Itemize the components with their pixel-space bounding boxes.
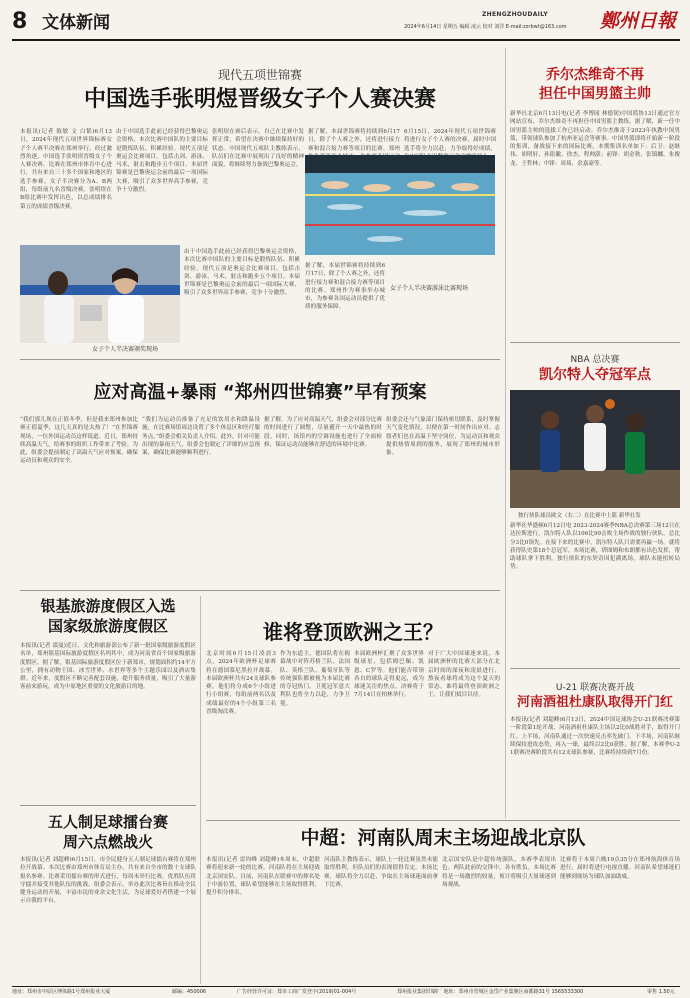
rule-3: [20, 805, 196, 806]
rule-r2: [510, 668, 680, 669]
footer-address: 地址：郑州市中原区博体路1号郑州报业大厦: [12, 989, 111, 995]
main-col-cont-1: 由于中国选手此前已经获得巴黎奥运会资格，本次比赛中国队的主要目标是锻炼队伍、积累经验。现代五项是奥运会比赛项目，包括击剑、游泳、马术、射击和跑步五个项目。本届世锦赛是巴黎奥运会前的最后一项国际大赛，吸引了众多世界高手参赛，竞争十分激烈。: [184, 249, 300, 297]
nba-body: 新华社华盛顿6月12日电 2023-2024赛季NBA总决赛第三场12日在达拉斯进行，凯尔特人队以106比99击败主场作战的独行侠队，总比分3比0领先。在接下来的比赛中，凯尔特人队只需要再赢一场，就将获得队史第18个总冠军。本场比赛，塔图姆和布朗都有出色发挥，帮助球队拿下胜利。独行侠队的东契奇因犯满离场，球队未能扭转局势。: [510, 523, 680, 571]
u21-headline: 河南酒祖杜康队取得开门红: [516, 695, 673, 710]
travel-headline-1: 银基旅游度假区入选: [40, 597, 176, 615]
weather-col-3: 据了解，为了应对高温天气，组委会对部分比赛的时间进行了调整，尽量避开一天中最热的时段。同时，场馆内的空调设施也进行了全面检修，保证运动员能够在舒适的环境中比赛。: [264, 417, 382, 448]
henan-col-3: 北京国安队是中超传统强队，本赛季表现出色。两队此前的交锋中，各有胜负。本场比赛将是一场激烈的较量，预计将吸引大量球迷到场观战。: [442, 857, 556, 888]
footer-printer: 郑州报业集团印刷厂 地址：郑州市管城区金岱产业集聚区商都路31号 1565533300: [397, 989, 584, 995]
nba-headline: 凯尔特人夺冠军点: [539, 367, 651, 383]
euro-col-3: 本届欧洲杯汇聚了众多世界级球星，包括姆巴佩、凯恩、C罗等。他们能否带领各自的球队走得更远，成为球迷关注的焦点。决赛将于7月14日在柏林举行。: [354, 651, 424, 699]
euro-col-2: 作为东道主，德国队将在揭幕战中对阵苏格兰队。法国队、英格兰队、葡萄牙队等传统强队都被视为本届比赛的夺冠热门。卫冕冠军意大利队也将全力以赴，力争卫冕。: [280, 651, 350, 707]
rule-2: [20, 590, 500, 591]
issue-info: 2024年6月14日 星期五 编辑 凌云 校对 刘洋 E-mail:zzrbwt@163.com: [404, 24, 567, 30]
fencers-photo: [20, 245, 180, 343]
coach-headline-2: 担任中国男篮主帅: [539, 86, 651, 102]
main-col-5: 6月15日，2024年现代五项世锦赛将进行女子个人赛的决赛，届时中国选手将全力以赴，力争取得好成绩，: [404, 129, 496, 152]
section-title: 文体新闻: [42, 13, 110, 33]
nba-caption: 独行侠队球员欧文（右二）在比赛中上篮 新华社发: [518, 513, 641, 519]
weather-col-2: “我们为运动员准备了充足的饮用水和降温设施，在比赛场馆周边设置了多个休息区和医疗服务点。”组委会相关负责人介绍。此外，针对可能出现的暴雨天气，组委会也制定了详细的应急预案，确保比赛能够顺利进行。: [142, 417, 260, 457]
footer-ad-license: 广告经营许可证：郑市工商广发登字(2019)01-004号: [237, 989, 357, 995]
henan-col-2: 河南队主教练表示，球队上一轮比赛虽然未能取得胜利，但队员们的表现值得肯定。本场比赛，球队将全力以赴，争取在主场球迷面前拿下比赛。: [324, 857, 438, 888]
weather-col-4: 组委会还与气象部门保持密切联系，及时掌握天气变化情况，以便在第一时间作出应对。志愿者们也在高温下坚守岗位，为运动员和观众提供热情周到的服务，展现了郑州的城市形象。: [386, 417, 500, 457]
footer-postcode: 邮编：450006: [172, 989, 207, 995]
football-body: 本报讯(记者 刘超峰)6月15日，市全民健身五人制足球擂台赛将在郑州拉开战幕。本次比赛由郑州市体育局主办，共有来自全市的数十支球队报名参赛。比赛采用擂台赛的形式进行，每周末举行比赛，优胜队伍将守擂并接受其他队伍的挑战。组委会表示，举办此次比赛旨在推动全民健身运动的开展，丰富市民的业余文化生活，为足球爱好者搭建一个展示自我的平台。: [20, 857, 196, 905]
travel-headline-2: 国家级旅游度假区: [47, 617, 168, 635]
nba-photo: [510, 390, 680, 508]
euro-col-4: 对于广大中国球迷来说，本届欧洲杯的比赛大部分在北京时间的深夜和凌晨进行，熬夜看球将成为这个夏天的常态。谁将最终登顶欧洲之王，让我们拭目以待。: [428, 651, 500, 699]
paper-logo: 鄭州日報: [600, 10, 677, 32]
footer-rule: [12, 986, 680, 987]
nba-label: NBA 总决赛: [570, 355, 620, 365]
coach-body: 新华社北京6月13日电(记者 李博闻 林德韧)中国篮协13日通过官方网站宣布，乔尔杰维奇不再担任中国男篮主教练。据了解，新一任中国男篮主帅的选拔工作已经启动。乔尔杰维奇于2023年执教中国男篮，带领球队参加了杭州亚运会等赛事。中国男篮即将开始新一阶段的集训，备战接下来的国际比赛。本期集训名单如下：后卫：赵继伟、胡明轩、孙铭徽、徐杰、程帅澎；前锋：胡金秋、张镇麟、朱俊龙、王哲林；中锋：周琦、余嘉豪等。: [510, 111, 680, 167]
swimming-caption: 女子个人半决赛游泳比赛现场: [390, 285, 469, 292]
henan-col-4: 比赛将于本周六晚19点35分在郑州航海体育场进行，届时将进行电视直播。河南队希望球迷们能够到现场为球队加油助威。: [560, 857, 680, 880]
travel-body: 本报讯(记者 邵曼)近日，文化和旅游部公布了新一批国家级旅游度假区名单，郑州银基国际旅游度假区名列其中，成为河南省首个国家级旅游度假区。据了解，银基国际旅游度假区位于新郑市，规划面积约14平方公里，拥有动物王国、冰雪世界、水世界等多个主题乐园以及酒店集群。近年来，度假区不断完善配套设施，提升服务质量，吸引了大量游客前来游玩，成为中原地区重要的文化旅游目的地。: [20, 643, 196, 691]
weather-headline: 应对高温+暴雨 “郑州四世锦赛”早有预案: [93, 382, 427, 403]
masthead: [12, 8, 680, 38]
fencers-caption: 女子个人半决赛颁奖现场: [92, 346, 159, 353]
main-col-2: 由于中国选手此前已经获得巴黎奥运会资格，本次比赛中国队的主要目标是锻炼队伍、积累经验。现代五项是奥运会比赛项目，包括击剑、游泳、马术、射击和跑步五个项目。本届世锦赛是巴黎奥运会前的最后一项国际大赛，吸引了众多世界高手参赛，竞争十分激烈。: [116, 129, 208, 194]
football-headline-2: 周六点燃战火: [62, 833, 153, 851]
main-kicker: 现代五项世锦赛: [217, 68, 302, 82]
coach-headline-1: 乔尔杰维奇不再: [546, 67, 644, 83]
weather-col-1: “我们那儿现在正值冬季，但是我来郑州参加比赛正值夏季，这几天真的是太热了！”在世锦赛现场，一位外国运动员这样说道。近日，郑州持续高温天气，给赛事的组织工作带来了考验。为此，组委会提前制定了高温天气应对预案，确保运动员和观众的安全。: [20, 417, 138, 465]
rule-1: [20, 359, 500, 360]
main-col-cont-2: 据了解，本届世锦赛将持续到6月17日，除了个人赛之外，还将进行接力赛和混合接力赛等项目的比赛。郑州作为赛事举办城市，为参赛各国运动员提供了优质的服务保障。: [305, 263, 385, 311]
paper-name-en: ZHENGZHOUDAILY: [482, 11, 549, 18]
page-number: 8: [12, 9, 28, 34]
euro-headline: 谁将登顶欧洲之王？: [263, 620, 443, 644]
divider-travel: [200, 596, 201, 984]
henan-headline: 中超：河南队周末主场迎战北京队: [300, 827, 586, 849]
u21-label: U-21 联赛决赛开战: [555, 683, 635, 693]
main-headline: 中国选手张明煜晋级女子个人赛决赛: [83, 87, 436, 112]
footer: [12, 988, 680, 997]
euro-col-1: 北京时间6月15日凌晨3点，2024年欧洲杯足球赛将在德国慕尼黑拉开战幕。本届欧洲杯共有24支球队参赛，他们将分成6个小组进行小组赛，每组前两名以及成绩最好的4个小组第三名晋级淘汰赛。: [206, 651, 276, 716]
swimming-photo: [305, 155, 495, 255]
u21-body: 本报讯(记者 刘超峰)6月13日，2024中国足球协会U-21联赛决赛第一阶段第1轮开战，河南酒祖杜康队主场以2比0战胜对手，取得开门红。上半场，河南队通过一次快速反击率先破门。下半场，河南队继续保持进攻态势，再入一球，最终以2比0获胜。据了解，本赛季U-21联赛决赛阶段共有12支球队参赛，比赛将持续到7月份。: [510, 717, 680, 757]
rule-4: [206, 820, 680, 821]
masthead-rule: [12, 39, 680, 41]
main-col-1: 本报讯(记者 陈敏 文 白韬)6月13日，2024年现代五项世界锦标赛女子个人赛半决赛在郑州举行。经过激烈角逐，中国选手张明煜晋级女子个人赛决赛。比赛在郑州市体育中心进行，共有来自三十多个国家和地区的选手参赛。女子半决赛分为A、B两组，每组前九名晋级决赛。张明煜在B组比赛中发挥出色，以总成绩排名第五的成绩晋级决赛。: [20, 129, 112, 210]
main-col-3: 张明煜在赛后表示，自己在比赛中发挥正常，希望在决赛中继续保持好的状态。中国现代五项队主教练表示，队员们在比赛中展现出了良好的精神面貌，将继续努力备战巴黎奥运会。: [212, 129, 304, 169]
henan-col-1: 本报讯(记者 雷钧峰 刘超峰)本周末，中超联赛将迎来新一轮的比赛。河南队将在主场迎战北京国安队。目前，河南队在联赛中的排名处于中游位置，球队希望能够在主场取得胜利，提升积分排名。: [206, 857, 320, 897]
football-headline-1: 五人制足球擂台赛: [47, 813, 168, 831]
divider-right: [505, 48, 506, 818]
main-col-4: 据了解，本届世锦赛将持续到6月17日，除了个人赛之外，还将进行接力赛和混合接力赛等项目的比赛。郑州: [308, 129, 400, 152]
footer-price: 零售 1.50元: [647, 989, 675, 995]
rule-r1: [510, 342, 680, 343]
